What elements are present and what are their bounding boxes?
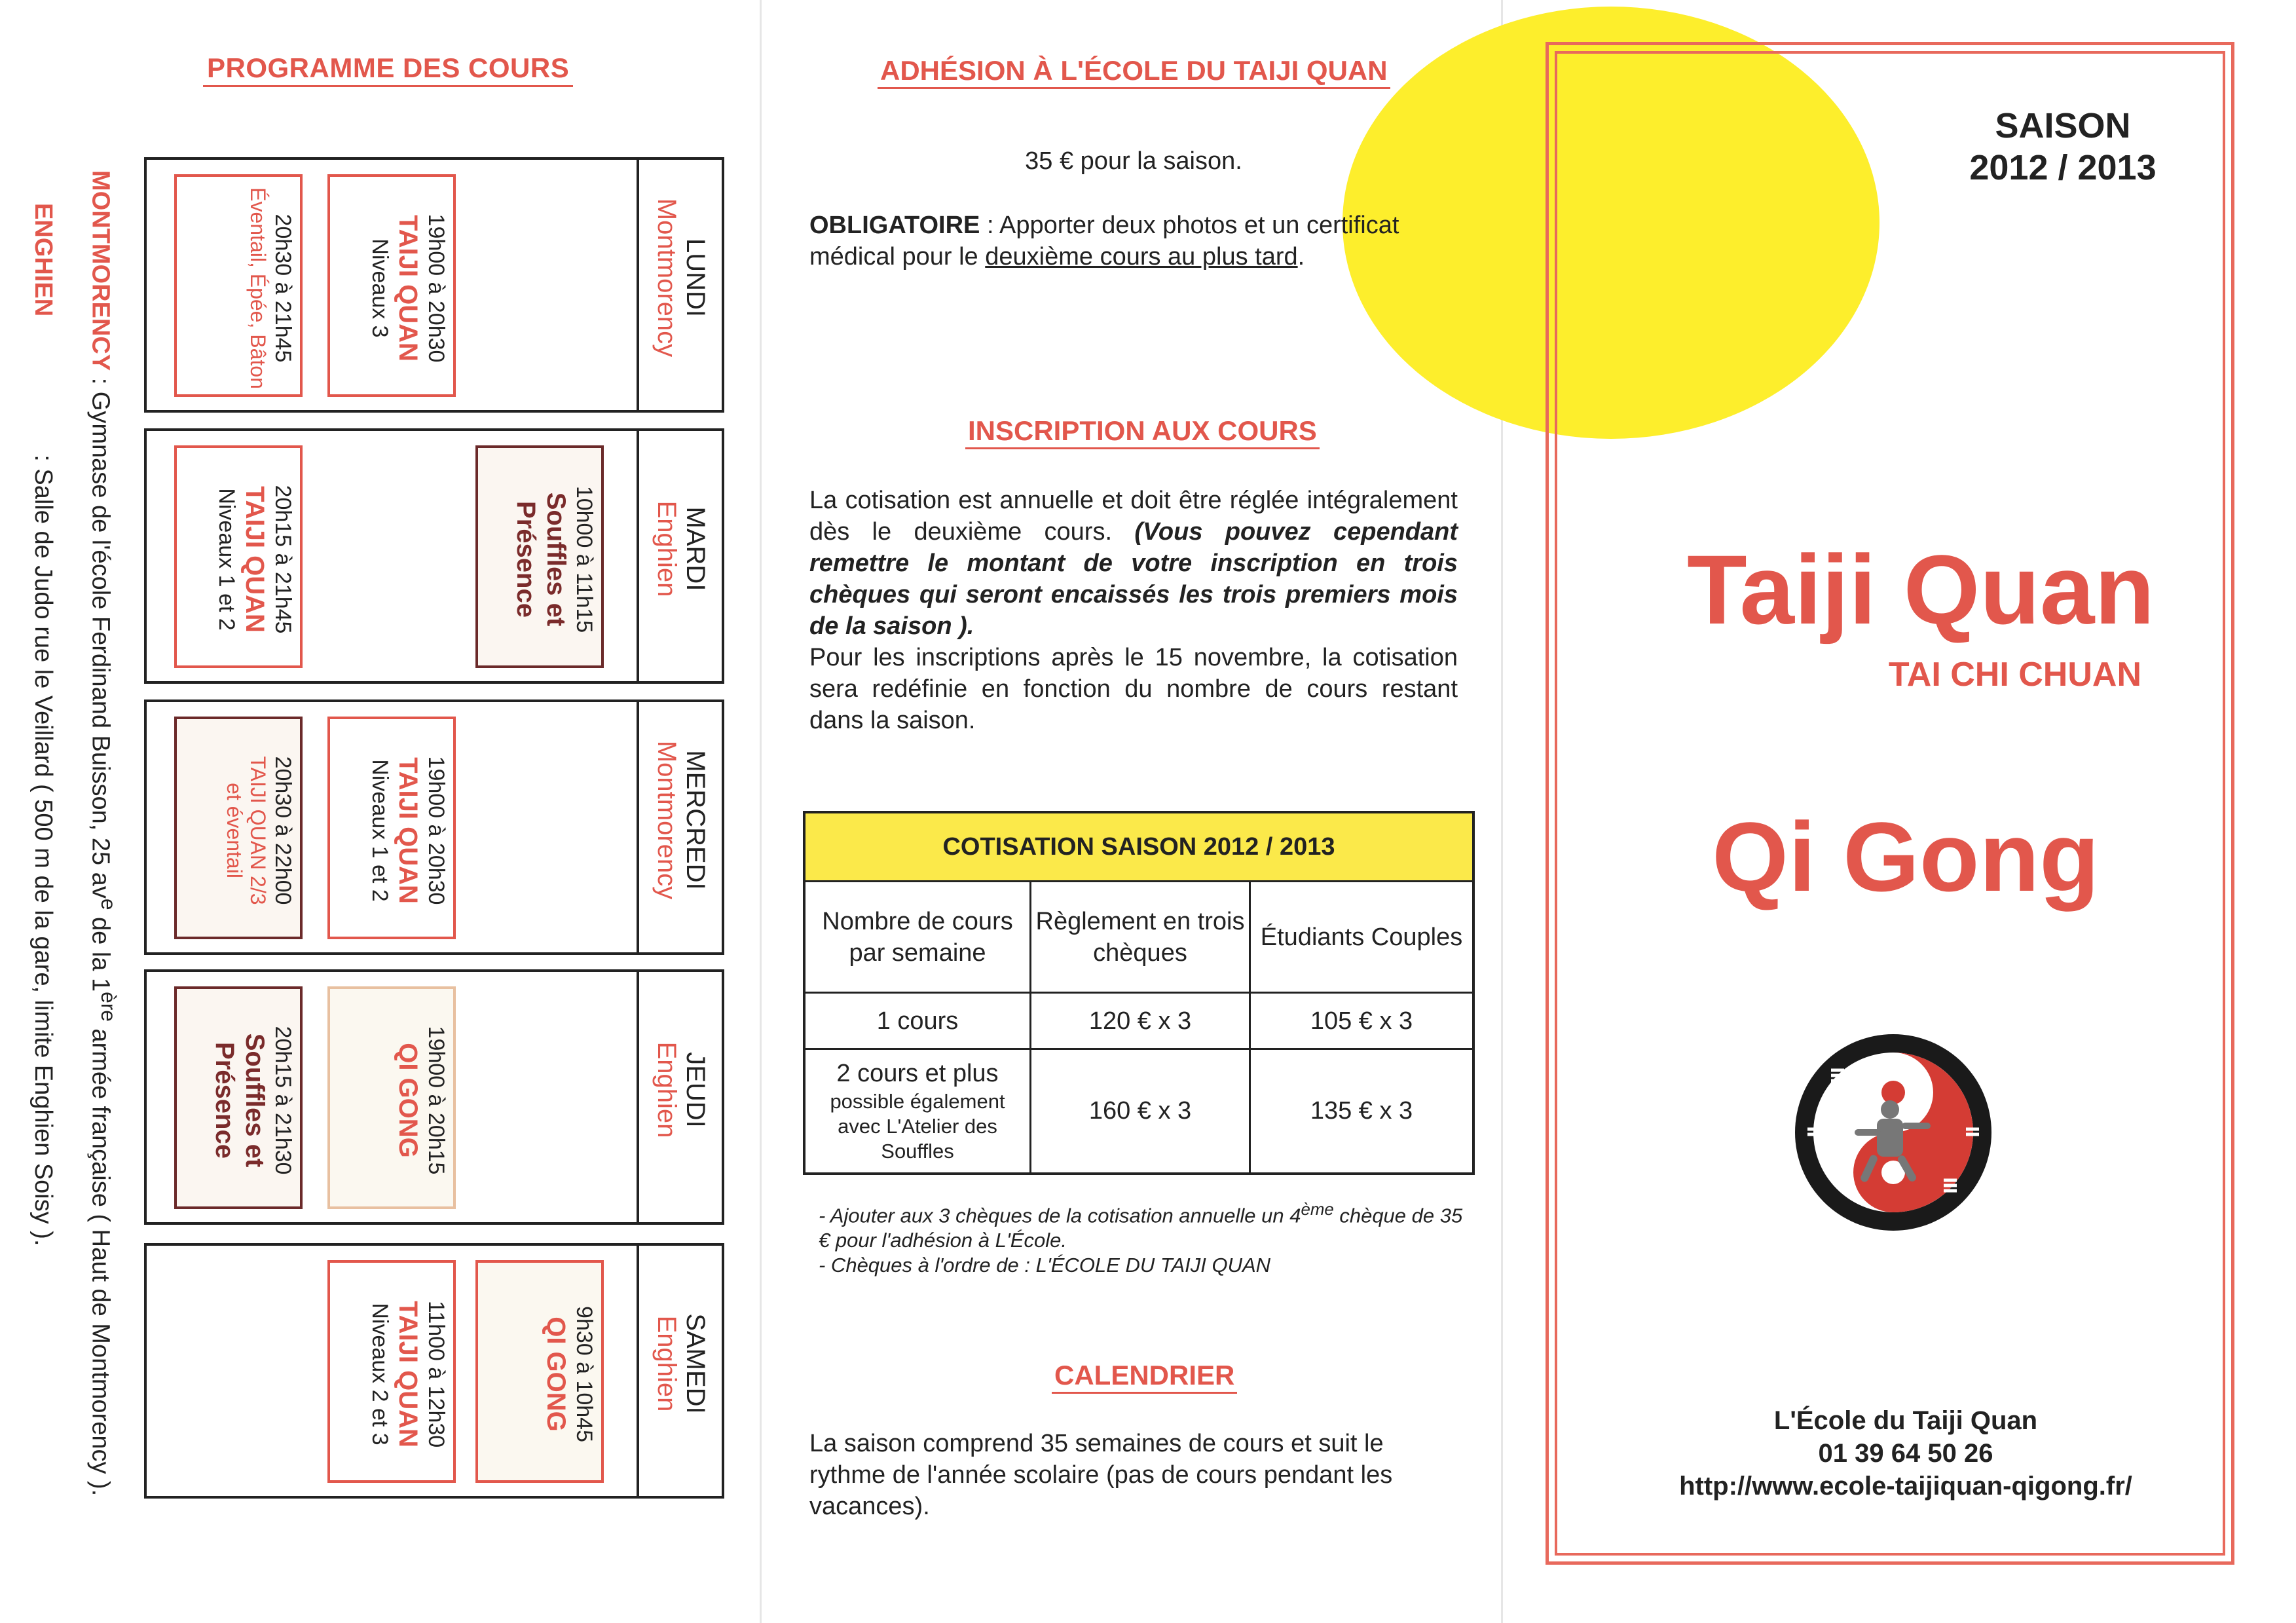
obligatoire-label: OBLIGATOIRE — [809, 212, 980, 239]
day-header — [637, 972, 722, 1222]
table-caption: COTISATION SAISON 2012 / 2013 — [804, 812, 1473, 882]
slot-time: 19h00 à 20h15 — [424, 1026, 449, 1175]
course-slot — [174, 717, 303, 939]
fold-line-left — [760, 0, 762, 1623]
subtitle-tai-chi-chuan: TAI CHI CHUAN — [1888, 656, 2141, 694]
day-town: Montmorency — [652, 740, 681, 900]
note-1 — [819, 1197, 1473, 1253]
day-town: Enghien — [652, 500, 681, 597]
row2-sub: possible également avec L'Atelier des Souffles — [830, 1090, 1005, 1163]
course-slot — [327, 174, 456, 397]
table-cell: 1 cours — [804, 993, 1031, 1049]
note-text: chèque de 35 € pour l'adhésion à L'École. — [819, 1204, 1463, 1252]
address-text: armée française ( Haut de Montmorency ). — [86, 1021, 115, 1497]
slot-title: TAIJI QUAN — [240, 486, 269, 633]
slot-title: QI GONG — [394, 1043, 422, 1158]
slot-sub: Niveaux 1 et 2 — [367, 759, 392, 902]
slot-title: QI GONG — [542, 1316, 570, 1432]
day-name: SAMEDI — [681, 1313, 710, 1414]
slot-title: TAIJI QUAN — [394, 215, 422, 362]
address-enghien — [29, 203, 58, 1578]
website-link[interactable]: http://www.ecole-taijiquan-qigong.fr/ — [1679, 1472, 2132, 1501]
table-header: Nombre de cours par semaine — [804, 882, 1031, 993]
address-text: : Salle de Judo rue le Veillard ( 500 m de la gare, limite Enghien Soisy ). — [29, 455, 57, 1246]
inscription-heading: INSCRIPTION AUX COURS — [965, 415, 1320, 449]
address-text: : Gymnase de l'école Ferdinand Buisson, 25 av — [86, 377, 115, 899]
day-town: Enghien — [652, 1041, 681, 1138]
slot-time: 11h00 à 12h30 — [424, 1300, 449, 1448]
season-years: 2012 / 2013 — [1969, 148, 2157, 187]
day-header — [637, 1246, 722, 1496]
season-label: SAISON — [1995, 106, 2131, 145]
address-text: de la 1 — [86, 910, 115, 992]
day-name: LUNDI — [681, 238, 710, 318]
day-header — [637, 702, 722, 952]
calendrier-heading: CALENDRIER — [1052, 1360, 1237, 1394]
address-sup: ère — [97, 992, 120, 1022]
season-block — [1938, 105, 2187, 189]
title-qi-gong: Qi Gong — [1712, 802, 2100, 912]
day-name: JEUDI — [681, 1052, 710, 1128]
slot-time: 20h30 à 21h45 — [270, 214, 295, 363]
day-block-samedi — [144, 1243, 724, 1499]
day-name: MARDI — [681, 506, 710, 591]
note-2: - Chèques à l'ordre de : L'ÉCOLE DU TAIJI QUAN — [819, 1254, 1271, 1277]
course-slot — [475, 1260, 604, 1483]
adhesion-price: 35 € pour la saison. — [1025, 147, 1242, 175]
slot-sub: Niveaux 2 et 3 — [367, 1303, 392, 1446]
slot-time: 10h00 à 11h15 — [572, 485, 597, 633]
programme-heading: PROGRAMME DES COURS — [203, 52, 573, 87]
obligatoire-underlined: deuxième cours au plus tard — [985, 243, 1298, 270]
day-block-mardi — [144, 428, 724, 684]
inscription-bold: (Vous pouvez cependant remettre le montant de votre inscription en trois chèques qui seront encaissés les trois premiers mois de la saison ). — [809, 518, 1458, 640]
title-taiji-quan: Taiji Quan — [1687, 534, 2155, 644]
course-slot — [327, 717, 456, 939]
course-slot — [174, 986, 303, 1209]
cotisation-table — [803, 811, 1475, 1175]
course-slot — [174, 445, 303, 668]
table-cell — [804, 1049, 1031, 1174]
address-sup: e — [97, 898, 120, 910]
inscription-paragraph — [809, 485, 1458, 736]
day-name: MERCREDI — [681, 750, 710, 890]
slot-time: 20h15 à 21h45 — [270, 485, 295, 634]
slot-title: Souffles et Présence — [210, 1033, 269, 1168]
contact-block — [1624, 1404, 2187, 1502]
row2-main: 2 cours et plus — [836, 1060, 999, 1088]
note-text: - Ajouter aux 3 chèques de la cotisation annuelle un 4 — [819, 1204, 1301, 1227]
slot-time: 19h00 à 20h30 — [424, 756, 449, 905]
school-name: L'École du Taiji Quan — [1773, 1406, 2038, 1435]
slot-title: Éventail, Épée, Bâton — [246, 187, 270, 389]
course-slot — [327, 986, 456, 1209]
obligatoire-text: : Apporter deux photos et un certificat médical pour le — [809, 212, 1399, 270]
slot-title: TAIJI QUAN — [394, 757, 422, 904]
slot-sub: Niveaux 1 et 2 — [214, 488, 239, 631]
calendrier-text: La saison comprend 35 semaines de cours et suit le rythme de l'année scolaire (pas de cours pendant les vacances). — [809, 1430, 1393, 1520]
table-cell: 105 € x 3 — [1250, 993, 1474, 1049]
day-header — [637, 431, 722, 681]
table-cell: 120 € x 3 — [1031, 993, 1250, 1049]
address-montmorency — [86, 170, 123, 1546]
slot-sub: et éventail — [223, 783, 246, 878]
table-header: Règlement en trois chèques — [1031, 882, 1250, 993]
day-town: Montmorency — [652, 198, 681, 358]
slot-time: 20h15 à 21h30 — [270, 1026, 295, 1175]
day-block-mercredi — [144, 700, 724, 955]
slot-title: TAIJI QUAN — [394, 1301, 422, 1447]
slot-title: Souffles et Présence — [511, 492, 570, 627]
slot-time: 9h30 à 10h45 — [572, 1306, 597, 1442]
address-town: MONTMORENCY — [86, 170, 115, 371]
cotisation-notes — [819, 1197, 1473, 1278]
phone-number: 01 39 64 50 26 — [1818, 1439, 1993, 1468]
table-cell: 160 € x 3 — [1031, 1049, 1250, 1174]
course-slot — [327, 1260, 456, 1483]
slot-time: 20h30 à 22h00 — [270, 756, 295, 905]
course-slot — [475, 445, 604, 668]
slot-sub: Niveaux 3 — [367, 238, 392, 338]
day-block-jeudi — [144, 969, 724, 1225]
day-town: Enghien — [652, 1315, 681, 1412]
day-block-lundi — [144, 157, 724, 413]
address-town: ENGHIEN — [29, 203, 57, 317]
table-cell: 135 € x 3 — [1250, 1049, 1474, 1174]
inscription-text: La cotisation est annuelle et doit être réglée intégralement dès le deuxième cours. — [809, 487, 1458, 546]
obligatoire-paragraph: OBLIGATOIRE : Apporter deux photos et un certificat médical pour le deuxième cours au plus tard. — [809, 212, 1399, 270]
yin-yang-logo-icon — [1792, 1031, 1995, 1234]
course-slot — [174, 174, 303, 397]
slot-time: 19h00 à 20h30 — [424, 214, 449, 363]
day-header — [637, 160, 722, 410]
slot-title: TAIJI QUAN 2/3 — [246, 756, 270, 905]
inscription-text-2: Pour les inscriptions après le 15 novembre, la cotisation sera redéfinie en fonction du nombre de cours restant dans la saison. — [809, 644, 1458, 734]
note-sup: ème — [1301, 1201, 1334, 1219]
adhesion-heading: ADHÉSION À L'ÉCOLE DU TAIJI QUAN — [878, 55, 1390, 89]
table-header: Étudiants Couples — [1250, 882, 1474, 993]
